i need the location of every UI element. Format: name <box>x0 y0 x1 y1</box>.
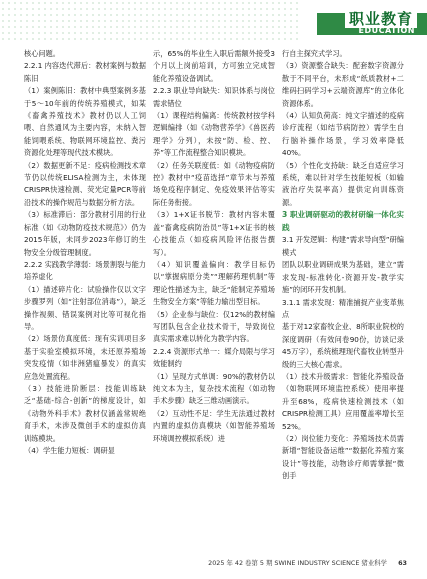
paragraph: 2.2.2 实践教学薄弱：场景割裂与能力培养虚化 <box>24 259 146 282</box>
paragraph: （2）互动性不足：学生无法通过教材内置的虚拟仿真模块（如智能养殖场环境调控模拟系统）进 <box>153 408 275 443</box>
paragraph: 3.1 开发逻辑：构建“需求导向型”研编模式 <box>282 235 404 257</box>
paragraph: （1）课程结构偏离：传统教材按学科逻辑编排（如《动物营养学》《兽医药理学》分列），未按“防、检、控、养”等工作流程整合知识模块。 <box>153 111 275 158</box>
paragraph: （2）数据更新不足：疫病检测技术章节仍以传统ELISA检测为主，未体现CRISPR快速检测、荧光定量PCR等前沿技术的操作规范与数据分析方法。 <box>24 160 146 207</box>
paragraph: （1）描述碎片化：试验操作仅以文字步骤罗列（如“注射部位消毒”），缺乏操作视频、错误案例对比等可视化指导。 <box>24 284 146 331</box>
paragraph: （2）岗位能力变化：养殖场技术员需新增“智能设备运维”“数据化养殖方案设计”等技能，动物诊疗师需掌握“微创手 <box>282 433 404 481</box>
paragraph: （5）个性化支持缺：缺乏自适应学习系统，难以针对学生技能短板（如输液治疗失误率高）提供定向训练资源。 <box>282 160 404 207</box>
header-banner <box>0 0 427 40</box>
paragraph: （1）技术升级需求：智能化养殖设备（如物联网环境监控系统）使用率提升至68%，疫病快速检测技术（如CRISPR检测工具）应用覆盖率增长至52%。 <box>282 371 404 431</box>
section-title-en: EDUCATION <box>358 26 415 35</box>
paragraph: （5）企业参与缺位：仅12%的教材编写团队包含企业技术骨干，导致岗位真实需求难以转化为教学内容。 <box>153 309 275 344</box>
text-column-right <box>282 48 404 483</box>
section-heading: 3 职业调研驱动的教材研编一体化实践 <box>282 210 404 232</box>
paragraph: （4）学生能力短板：调研显 <box>24 446 115 455</box>
paragraph: 核心问题。 <box>24 49 60 58</box>
paragraph: （3）标准滞后：部分教材引用的行业标准（如《动物防疫技术规范》）仍为2015年版，未同步2023年修订的生物安全分级管理制度。 <box>24 210 146 257</box>
paragraph: （1）呈现方式单调：90%的教材仍以纯文本为主，复杂技术流程（如动物手术步骤）缺乏三维动画演示。 <box>153 371 275 406</box>
footer-journal-info: 2025 年 42 卷第 5 期 SWINE INDUSTRY SCIENCE 猪业科学 <box>208 559 387 567</box>
text-column-middle <box>153 48 275 445</box>
paragraph: 2.2.1 内容迭代滞后：教材案例与数据陈旧 <box>24 61 146 83</box>
paragraph: （2）场景仿真度低：现有实训项目多基于实验室模拟环境，未还原养殖场突发疫情（如非洲猪瘟暴发）的真实应急处置流程。 <box>24 334 146 381</box>
paragraph: （4）知识覆盖偏向：教学目标仍以“掌握病原分类”“理解药理机制”等理论性描述为主，缺乏“能制定养殖场生物安全方案”等能力输出型目标。 <box>153 259 275 307</box>
paragraph: 3.1.1 需求发现：精准捕捉产业变革焦点 <box>282 297 404 319</box>
paragraph: （3）资源整合缺失：配套数字资源分散于不同平台，未形成“纸质教材+二维码扫码学习+云端资源库”的立体化资源体系。 <box>282 61 404 108</box>
paragraph: （1）案例陈旧：教材中典型案例多基于5～10年前的传统养殖模式，如某《畜禽养殖技术》教材仍以人工饲喂、自然通风为主要内容，未纳入智能饲喂系统、物联网环境监控、粪污资源化处理等现代技术模块。 <box>24 86 146 158</box>
paragraph: （3）技能进阶断层：技能训练缺乏“基础-综合-创新”的梯度设计，如《动物外科手术》教材仅涵盖常规绝育手术，未涉及微创手术的虚拟仿真训练模块。 <box>24 383 146 443</box>
text-column-left <box>24 48 146 457</box>
paragraph: （2）任务关联度低：如《动物疫病防控》教材中“疫苗选择”章节未与养殖场免疫程序制定、免疫效果评估等实际任务衔接。 <box>153 160 275 207</box>
paragraph: 基于对12家畜牧企业、8所职业院校的深度调研（有效问卷90份，访谈记录45万字），系统梳理现代畜牧业转型升级的三大核心需求。 <box>282 322 404 369</box>
paragraph: 2.2.3 职业导向缺失：知识体系与岗位需求错位 <box>153 86 275 108</box>
paragraph: （4）认知负荷高：纯文字描述的疫病诊疗流程（如结节病防控）需学生自行脑补操作场景，学习效率降低40%。 <box>282 111 404 158</box>
section-title: 职业教育 <box>345 10 417 28</box>
paragraph: 团队以职业调研成果为基础，建立“需求发现-标准转化-资源开发-教学实施”的闭环开发机制。 <box>282 260 404 295</box>
banner-dot-pattern <box>0 0 300 40</box>
paragraph: 示，65%的毕业生入职后需额外接受3个月以上岗前培训，方可独立完成智能化养殖设备调试。 <box>153 49 275 83</box>
paragraph: （3）1+X证书脱节：教材内容未覆盖“畜禽疫病防治员”等1+X证书的核心技能点（如疫病风险评估报告撰写）。 <box>153 210 275 257</box>
page-number: 63 <box>398 559 407 567</box>
paragraph: 2.2.4 资源形式单一：媒介局限与学习效能制约 <box>153 346 275 369</box>
paragraph: 行自主探究式学习。 <box>282 49 347 58</box>
page-footer <box>0 557 427 569</box>
